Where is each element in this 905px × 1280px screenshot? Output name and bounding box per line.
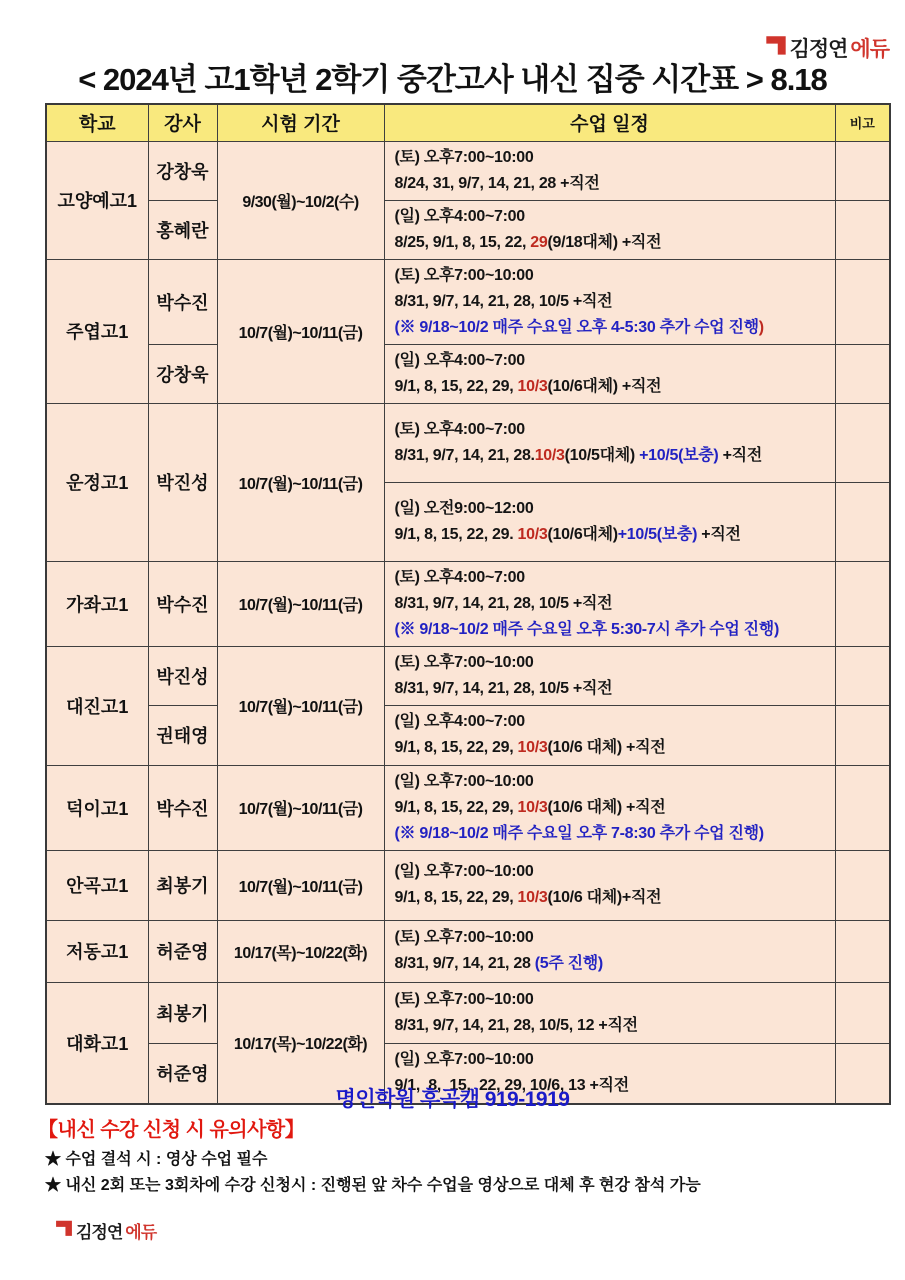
table-row bbox=[46, 141, 890, 200]
schedule-line bbox=[395, 443, 829, 469]
schedule-text: 8/24, 31, 9/7, 14, 21, 28 +직전 bbox=[394, 174, 600, 192]
teacher-cell: 박수진 bbox=[148, 259, 217, 344]
schedule-cell bbox=[384, 705, 835, 765]
school-cell: 가좌고1 bbox=[46, 561, 148, 646]
exam-period-cell: 10/7(월)~10/11(금) bbox=[217, 850, 384, 920]
header-remark: 비고 bbox=[835, 104, 890, 141]
schedule-line bbox=[395, 795, 829, 821]
remark-cell bbox=[835, 982, 890, 1043]
schedule-line bbox=[395, 1013, 829, 1039]
schedule-text: (10/6대체) +직전 bbox=[547, 377, 662, 395]
schedule-text: (토) 오후4:00~7:00 bbox=[394, 420, 525, 438]
schedule-text: (일) 오전9:00~12:00 bbox=[394, 499, 534, 517]
schedule-text: (토) 오후7:00~10:00 bbox=[394, 929, 534, 946]
remark-cell bbox=[835, 344, 890, 403]
giyeok-logo-icon bbox=[55, 1219, 73, 1242]
header-exam-period: 시험 기간 bbox=[217, 104, 384, 141]
schedule-text: 9/1, 8, 15, 22, 29. bbox=[394, 525, 518, 543]
remark-cell bbox=[835, 259, 890, 344]
notice-title: 【내신 수강 신청 시 유의사항】 bbox=[38, 1119, 305, 1141]
schedule-text: (토) 오후7:00~10:00 bbox=[394, 653, 534, 671]
schedule-line bbox=[395, 951, 829, 977]
schedule-text: (10/6대체) bbox=[547, 525, 618, 543]
schedule-text: (일) 오후4:00~7:00 bbox=[394, 207, 525, 225]
teacher-cell: 최봉기 bbox=[148, 982, 217, 1043]
schedule-cell bbox=[384, 141, 835, 200]
schedule-line bbox=[395, 417, 829, 443]
school-cell: 운정고1 bbox=[46, 403, 148, 561]
remark-cell bbox=[835, 850, 890, 920]
schedule-line bbox=[395, 204, 829, 230]
table-row bbox=[46, 259, 890, 344]
table-row bbox=[46, 344, 890, 403]
remark-cell bbox=[835, 705, 890, 765]
schedule-line bbox=[395, 859, 829, 885]
schedule-line bbox=[395, 925, 829, 951]
schedule-line bbox=[395, 769, 829, 795]
header-row bbox=[46, 104, 890, 141]
schedule-text: (일) 오후7:00~10:00 bbox=[394, 863, 534, 880]
schedule-text: (토) 오후7:00~10:00 bbox=[394, 266, 534, 284]
schedule-line bbox=[395, 145, 829, 171]
schedule-line bbox=[395, 735, 829, 761]
table-row bbox=[46, 403, 890, 482]
brand-name: 김정연 bbox=[789, 38, 848, 61]
schedule-line bbox=[395, 650, 829, 676]
schedule-text: (일) 오후7:00~10:00 bbox=[394, 1051, 534, 1069]
teacher-cell: 권태영 bbox=[148, 705, 217, 765]
schedule-line bbox=[395, 709, 829, 735]
header-school: 학교 bbox=[46, 104, 148, 141]
schedule-text: +10/5(보충) bbox=[639, 446, 719, 464]
header-teacher: 강사 bbox=[148, 104, 217, 141]
schedule-line bbox=[395, 289, 829, 315]
schedule-text: (토) 오후7:00~10:00 bbox=[394, 990, 534, 1008]
table-row bbox=[46, 646, 890, 705]
school-cell: 덕이고1 bbox=[46, 765, 148, 850]
school-cell: 대화고1 bbox=[46, 982, 148, 1104]
schedule-text: (10/5대체) bbox=[564, 446, 640, 464]
teacher-cell: 홍혜란 bbox=[148, 200, 217, 259]
page-title: < 2024년 고1학년 2학기 중간고사 내신 집중 시간표 > 8.18 bbox=[78, 62, 827, 97]
schedule-text: 8/31, 9/7, 14, 21, 28 bbox=[394, 955, 535, 972]
teacher-cell: 강창욱 bbox=[148, 344, 217, 403]
schedule-text: ) bbox=[758, 318, 764, 336]
schedule-line bbox=[395, 885, 829, 911]
schedule-text: (토) 오후7:00~10:00 bbox=[394, 148, 534, 166]
schedule-text: (5주 진행) bbox=[534, 955, 603, 972]
schedule-text: (※ 9/18~10/2 매주 수요일 오후 7-8:30 추가 수업 진행) bbox=[394, 824, 764, 842]
school-cell: 주엽고1 bbox=[46, 259, 148, 403]
school-cell: 안곡고1 bbox=[46, 850, 148, 920]
schedule-cell bbox=[384, 200, 835, 259]
schedule-text: (9/18대체) +직전 bbox=[547, 233, 662, 251]
schedule-text: 8/25, 9/1, 8, 15, 22, bbox=[394, 233, 531, 251]
remark-cell bbox=[835, 765, 890, 850]
schedule-text: (일) 오후7:00~10:00 bbox=[394, 772, 534, 790]
teacher-cell: 박진성 bbox=[148, 403, 217, 561]
remark-cell bbox=[835, 561, 890, 646]
schedule-text: 10/3 bbox=[517, 739, 548, 756]
remark-cell bbox=[835, 920, 890, 982]
schedule-text: (토) 오후4:00~7:00 bbox=[394, 568, 525, 586]
school-cell: 대진고1 bbox=[46, 646, 148, 765]
schedule-line bbox=[395, 591, 829, 617]
schedule-text: 9/1, 8, 15, 22, 29, bbox=[394, 739, 518, 756]
schedule-cell bbox=[384, 259, 835, 344]
schedule-line bbox=[395, 821, 829, 847]
schedule-text: (※ 9/18~10/2 매주 수요일 오후 4-5:30 추가 수업 진행 bbox=[394, 318, 759, 336]
exam-period-cell: 10/7(월)~10/11(금) bbox=[217, 646, 384, 765]
exam-period-cell: 10/17(목)~10/22(화) bbox=[217, 982, 384, 1104]
exam-period-cell: 9/30(월)~10/2(수) bbox=[217, 141, 384, 259]
schedule-text: +10/5(보충) bbox=[617, 525, 698, 543]
schedule-text: (10/6 대체) +직전 bbox=[547, 798, 666, 816]
schedule-cell bbox=[384, 646, 835, 705]
teacher-cell: 최봉기 bbox=[148, 850, 217, 920]
schedule-text: 10/3 bbox=[517, 889, 548, 906]
schedule-text: 29 bbox=[530, 233, 548, 251]
schedule-cell bbox=[384, 920, 835, 982]
schedule-text: 8/31, 9/7, 14, 21, 28, 10/5, 12 +직전 bbox=[394, 1016, 638, 1034]
schedule-text: 9/1, 8, 15, 22, 29, bbox=[394, 889, 518, 906]
teacher-cell: 박진성 bbox=[148, 646, 217, 705]
schedule-text: +직전 bbox=[718, 446, 762, 464]
schedule-cell bbox=[384, 482, 835, 561]
table-row bbox=[46, 561, 890, 646]
brand-name: 김정연 bbox=[76, 1223, 123, 1242]
schedule-cell bbox=[384, 850, 835, 920]
schedule-text: +직전 bbox=[697, 525, 741, 543]
schedule-text: 8/31, 9/7, 14, 21, 28. bbox=[394, 446, 535, 464]
schedule-text: 9/1, 8, 15, 22, 29, bbox=[394, 798, 518, 816]
schedule-text: (일) 오후4:00~7:00 bbox=[394, 713, 525, 730]
schedule-text: 8/31, 9/7, 14, 21, 28, 10/5 +직전 bbox=[394, 679, 613, 697]
notice-item: ★ 내신 2회 또는 3회차에 수강 신청시 : 진행된 앞 차수 수업을 영상으로 대체 후 현강 참석 가능 bbox=[45, 1177, 701, 1194]
table-row bbox=[46, 982, 890, 1043]
table-row bbox=[46, 705, 890, 765]
schedule-text: 8/31, 9/7, 14, 21, 28, 10/5 +직전 bbox=[394, 292, 613, 310]
teacher-cell: 허준영 bbox=[148, 1043, 217, 1104]
schedule-line bbox=[395, 676, 829, 702]
school-cell: 저동고1 bbox=[46, 920, 148, 982]
schedule-cell bbox=[384, 561, 835, 646]
schedule-text: 9/1, 8, 15, 22, 29, bbox=[394, 377, 518, 395]
brand-accent: 에듀 bbox=[125, 1223, 157, 1242]
remark-cell bbox=[835, 482, 890, 561]
brand-accent: 에듀 bbox=[850, 38, 889, 61]
schedule-line bbox=[395, 171, 829, 197]
teacher-cell: 허준영 bbox=[148, 920, 217, 982]
schedule-text: 10/3 bbox=[517, 525, 548, 543]
timetable bbox=[45, 103, 891, 1105]
exam-period-cell: 10/7(월)~10/11(금) bbox=[217, 403, 384, 561]
schedule-cell bbox=[384, 403, 835, 482]
remark-cell bbox=[835, 646, 890, 705]
academy-contact-line: 명인학원 후곡캠 919-1919 bbox=[335, 1088, 570, 1111]
schedule-line bbox=[395, 496, 829, 522]
schedule-cell bbox=[384, 982, 835, 1043]
exam-period-cell: 10/17(목)~10/22(화) bbox=[217, 920, 384, 982]
schedule-line bbox=[395, 374, 829, 400]
timetable-body bbox=[46, 141, 890, 1104]
school-cell: 고양예고1 bbox=[46, 141, 148, 259]
schedule-line bbox=[395, 315, 829, 341]
table-row bbox=[46, 765, 890, 850]
schedule-text: 9/1, 8, 15, 22, 29, 10/6, 13 +직전 bbox=[394, 1077, 629, 1095]
schedule-line bbox=[395, 522, 829, 548]
teacher-cell: 박수진 bbox=[148, 561, 217, 646]
remark-cell bbox=[835, 141, 890, 200]
teacher-cell: 박수진 bbox=[148, 765, 217, 850]
exam-period-cell: 10/7(월)~10/11(금) bbox=[217, 259, 384, 403]
schedule-line bbox=[395, 263, 829, 289]
schedule-text: 8/31, 9/7, 14, 21, 28, 10/5 +직전 bbox=[394, 594, 613, 612]
schedule-text: (※ 9/18~10/2 매주 수요일 오후 5:30-7시 추가 수업 진행) bbox=[394, 620, 779, 638]
schedule-text: (10/6 대체) +직전 bbox=[547, 739, 666, 756]
exam-period-cell: 10/7(월)~10/11(금) bbox=[217, 561, 384, 646]
header-schedule: 수업 일정 bbox=[384, 104, 835, 141]
schedule-line bbox=[395, 617, 829, 643]
schedule-line bbox=[395, 1047, 829, 1073]
schedule-text: 10/3 bbox=[534, 446, 565, 464]
remark-cell bbox=[835, 403, 890, 482]
exam-period-cell: 10/7(월)~10/11(금) bbox=[217, 765, 384, 850]
schedule-line bbox=[395, 987, 829, 1013]
schedule-text: (10/6 대체)+직전 bbox=[547, 889, 662, 906]
schedule-cell bbox=[384, 765, 835, 850]
schedule-line bbox=[395, 348, 829, 374]
table-row bbox=[46, 850, 890, 920]
table-row bbox=[46, 920, 890, 982]
schedule-text: 10/3 bbox=[517, 377, 548, 395]
teacher-cell: 강창욱 bbox=[148, 141, 217, 200]
notice-item: ★ 수업 결석 시 : 영상 수업 필수 bbox=[45, 1151, 268, 1168]
schedule-text: (일) 오후4:00~7:00 bbox=[394, 351, 525, 369]
brand-logo-bottom bbox=[55, 1218, 156, 1243]
schedule-text: 10/3 bbox=[517, 798, 548, 816]
schedule-line bbox=[395, 230, 829, 256]
table-row bbox=[46, 200, 890, 259]
schedule-line bbox=[395, 565, 829, 591]
schedule-cell bbox=[384, 344, 835, 403]
remark-cell bbox=[835, 200, 890, 259]
